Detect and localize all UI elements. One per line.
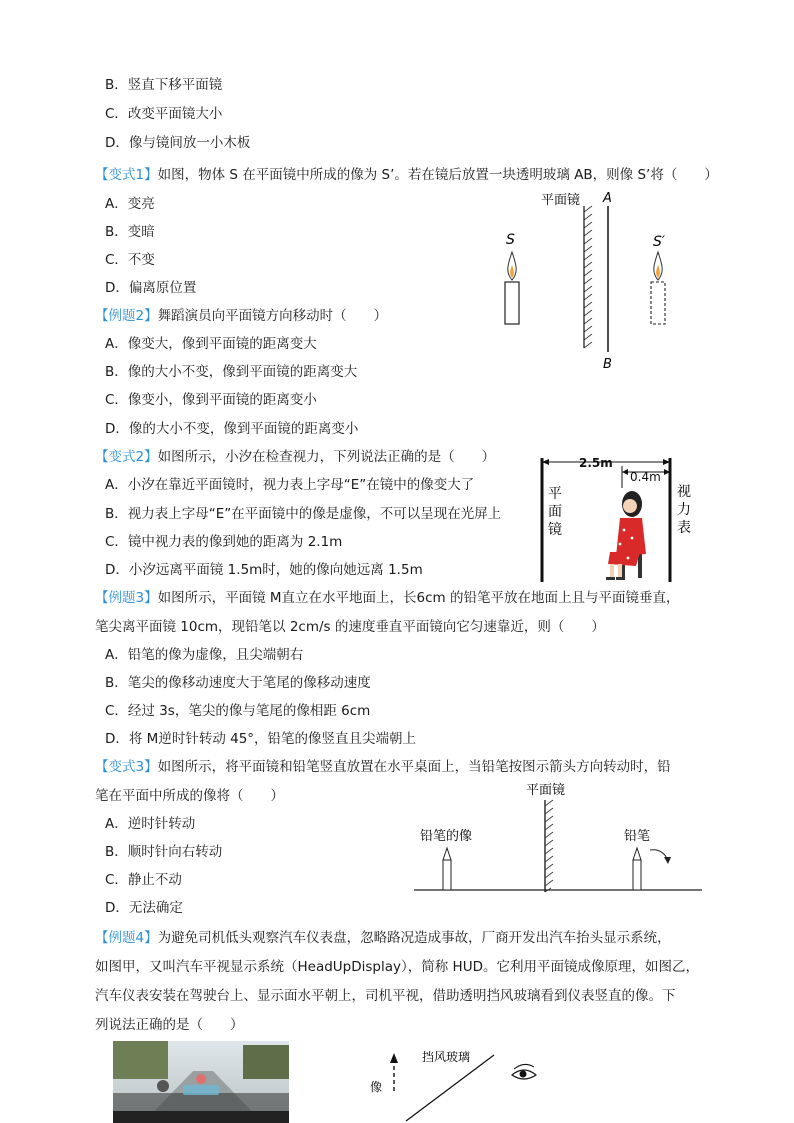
label-s: S — [506, 232, 515, 248]
option-c: C．不变 — [105, 252, 155, 268]
image-pencil-tip — [443, 848, 451, 860]
question-stem: 如图所示，平面镜 M直立在水平地面上，长6cm 的铅笔平放在地面上且与平面镜垂直， — [157, 590, 680, 606]
label-b: B — [603, 357, 612, 372]
mirror-hatch — [584, 206, 592, 348]
image-pencil-body — [443, 860, 451, 890]
question-tag: 【例题4】 — [95, 930, 158, 946]
label-s-image: S′ — [653, 234, 666, 250]
distance-2-5m: 2.5m — [579, 456, 613, 470]
option-d: D．像的大小不变，像到平面镜的距离变小 — [105, 421, 359, 437]
option-b: B．像的大小不变，像到平面镜的距离变大 — [105, 364, 358, 380]
label-a: A — [603, 191, 612, 206]
option-a: A．铅笔的像为虚像，且尖端朝右 — [105, 647, 304, 663]
image-arrow — [390, 1053, 398, 1063]
option-b: B．顺时针向右转动 — [105, 844, 223, 860]
distance-0-4m: 0.4m — [630, 470, 661, 484]
question-v3 — [95, 758, 671, 776]
mirror-label-1: 平 — [548, 486, 562, 502]
question-stem-2: 如图甲，又叫汽车平视显示系统（HeadUpDisplay），简称 HUD。它利用平面镜成像原理，如图乙， — [95, 959, 699, 975]
option-b: B．笔尖的像移动速度大于笔尾的像移动速度 — [105, 675, 371, 691]
glass-label: 挡风玻璃 — [422, 1050, 471, 1064]
eye-test-figure — [536, 452, 696, 584]
pencil-body — [633, 860, 641, 890]
option-a: A．变亮 — [105, 196, 155, 212]
question-tag: 【例题3】 — [95, 590, 158, 606]
question-stem: 如图所示，小汐在检查视力，下列说法正确的是（ ） — [157, 449, 496, 465]
option-c: C．镜中视力表的像到她的距离为 2.1m — [105, 534, 343, 550]
option-d: D．将 M逆时针转动 45°，铅笔的像竖直且尖端朝上 — [105, 731, 417, 747]
question-stem: 舞蹈演员向平面镜方向移动时（ ） — [157, 308, 388, 324]
option-d: D．小汐远离平面镜 1.5m时，她的像向她远离 1.5m — [105, 562, 423, 578]
hud-photo — [113, 1041, 289, 1123]
mirror-label: 平面镜 — [526, 783, 566, 798]
mirror-label-2: 面 — [548, 504, 562, 520]
mirror-hatch — [545, 800, 553, 892]
question-v1 — [95, 166, 718, 184]
question-tag: 【变式3】 — [95, 759, 158, 775]
question-e4 — [95, 929, 671, 947]
option-d: D．无法确定 — [105, 900, 183, 916]
pencil-tip — [633, 848, 641, 860]
pencil-label: 铅笔 — [624, 829, 651, 844]
option-a: A．小汐在靠近平面镜时，视力表上字母“E”在镜中的像变大了 — [105, 477, 475, 493]
question-e3 — [95, 589, 680, 607]
chart-label-1: 视 — [677, 484, 691, 500]
question-stem-2: 笔在平面中所成的像将（ ） — [95, 788, 284, 804]
question-stem: 为避免司机低头观察汽车仪表盘，忽略路况造成事故，厂商开发出汽车抬头显示系统， — [157, 930, 671, 946]
eye-icon — [512, 1064, 536, 1079]
question-stem-2: 笔尖离平面镜 10cm，现铅笔以 2cm/s 的速度垂直平面镜向它匀速靠近，则（ ） — [95, 619, 605, 635]
option-a: A．像变大，像到平面镜的距离变大 — [105, 336, 317, 352]
mirror-label-3: 镜 — [548, 522, 562, 538]
option-c: C．像变小，像到平面镜的距离变小 — [105, 392, 317, 408]
option-a: A．逆时针转动 — [105, 816, 196, 832]
option-d: D．偏离原位置 — [105, 280, 197, 296]
question-stem: 如图所示，将平面镜和铅笔竖直放置在水平桌面上，当铅笔按图示箭头方向转动时，铅 — [157, 759, 671, 775]
option-b: B．竖直下移平面镜 — [105, 77, 223, 93]
option-b: B．视力表上字母“E”在平面镜中的像是虚像，不可以呈现在光屏上 — [105, 506, 502, 522]
image-candle-body — [651, 282, 665, 324]
option-c: C．静止不动 — [105, 872, 182, 888]
question-tag: 【变式2】 — [95, 449, 158, 465]
option-d: D．像与镜间放一小木板 — [105, 135, 251, 151]
option-b: B．变暗 — [105, 224, 155, 240]
option-c: C．改变平面镜大小 — [105, 106, 223, 122]
candle-body — [505, 282, 519, 324]
question-stem: 如图，物体 S 在平面镜中所成的像为 S’。若在镜后放置一块透明玻璃 AB，则像 S’将（ ） — [157, 167, 718, 183]
mirror-candle-figure — [495, 186, 680, 372]
option-c: C．经过 3s，笔尖的像与笔尾的像相距 6cm — [105, 703, 371, 719]
girl-on-chair — [606, 491, 646, 580]
hud-diagram — [360, 1045, 560, 1123]
chart-label-2: 力 — [677, 502, 691, 518]
question-stem-4: 列说法正确的是（ ） — [95, 1017, 244, 1033]
question-e2 — [95, 307, 387, 325]
windshield-line — [406, 1055, 494, 1121]
question-v2 — [95, 448, 495, 466]
question-tag: 【变式1】 — [95, 167, 158, 183]
image-label: 像 — [370, 1080, 383, 1094]
question-tag: 【例题2】 — [95, 308, 158, 324]
image-label: 铅笔的像 — [420, 829, 473, 844]
chart-label-3: 表 — [677, 520, 691, 536]
mirror-label: 平面镜 — [541, 193, 581, 208]
pencil-mirror-figure — [410, 778, 705, 896]
question-stem-3: 汽车仪表安装在驾驶台上、显示面水平朝上，司机平视，借助透明挡风玻璃看到仪表竖直的像。下 — [95, 988, 676, 1004]
